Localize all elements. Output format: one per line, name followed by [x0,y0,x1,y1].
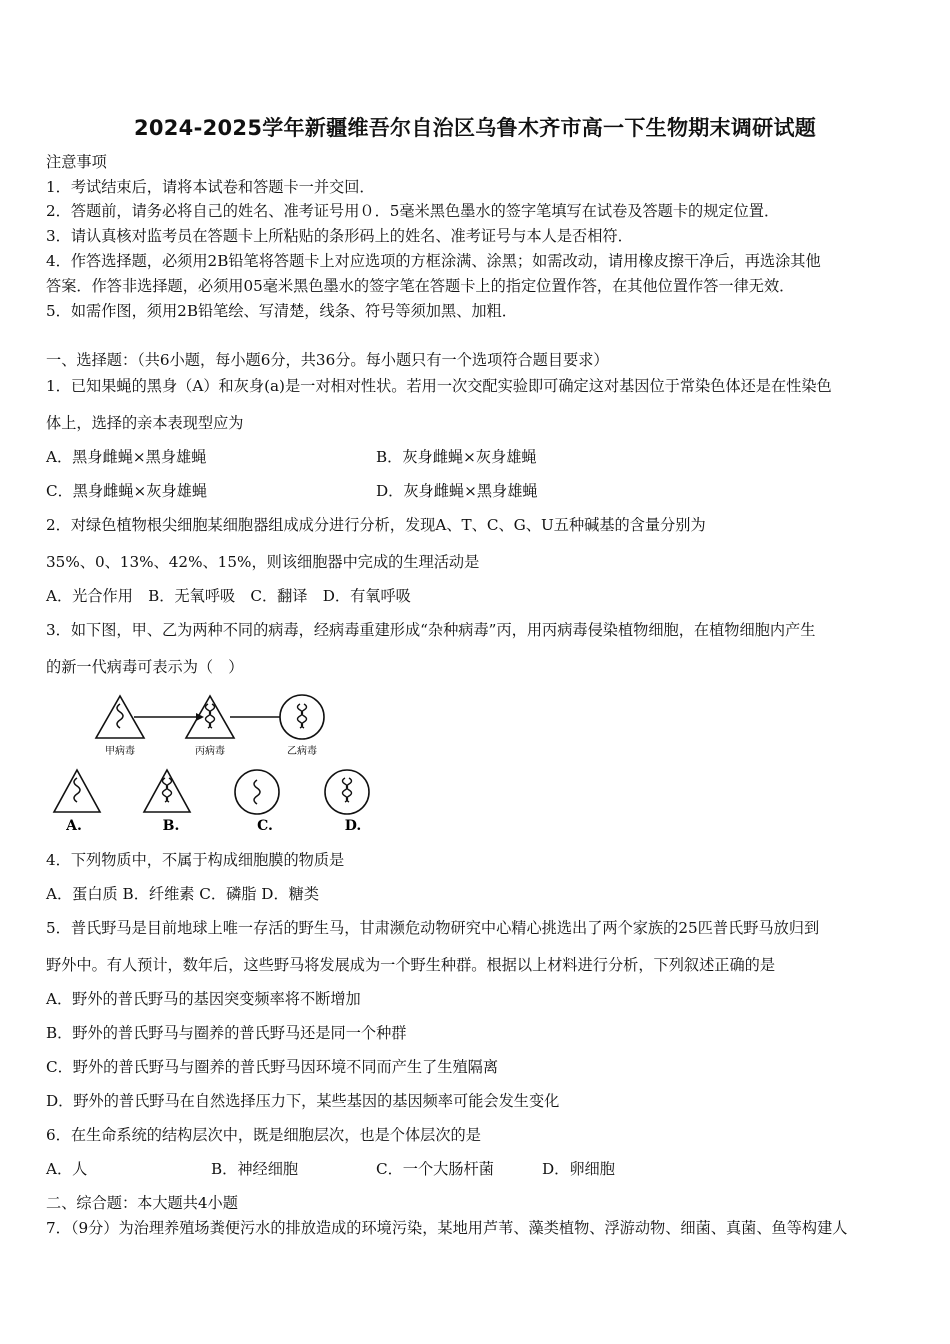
question-1-option-a: A．黑身雌蝇×黑身雄蝇 [46,448,207,466]
notes-item: 答案．作答非选择题，必须用05毫米黑色墨水的签字笔在答题卡上的指定位置作答，在其他位置作答一律无效． [46,277,795,295]
question-1-option-c: C．黑身雌蝇×灰身雄蝇 [46,482,208,500]
question-3-stem: 3．如下图，甲、乙为两种不同的病毒，经病毒重建形成“杂种病毒”丙，用丙病毒侵染植物细胞，在植物细胞内产生 [46,621,816,639]
virus-figure [40,688,400,838]
section-heading-comprehensive: 二、综合题：本大题共4小题 [46,1194,238,1212]
label-yi: 乙病毒 [287,746,317,757]
question-6-option-a: A．人 [46,1160,88,1178]
question-2-stem: 2．对绿色植物根尖细胞某细胞器组成成分进行分析，发现A、T、C、G、U五种碱基的含量分别为 [46,516,706,534]
notes-item: 1．考试结束后，请将本试卷和答题卡一并交回． [46,178,375,196]
option-d-virus-icon [325,770,369,814]
question-1-option-b: B．灰身雌蝇×灰身雄蝇 [376,448,537,466]
question-5-option-b: B．野外的普氏野马与圈养的普氏野马还是同一个种群 [46,1024,407,1042]
question-6-stem: 6．在生命系统的结构层次中，既是细胞层次，也是个体层次的是 [46,1126,481,1144]
option-b-virus-icon [144,770,190,812]
question-5-stem: 5．普氏野马是目前地球上唯一存活的野生马，甘肃濒危动物研究中心精心挑选出了两个家族的25匹普氏野马放归到 [46,919,820,937]
notes-item: 4．作答选择题，必须用2B铅笔将答题卡上对应选项的方框涂满、涂黑；如需改动，请用橡皮擦干净后，再选涂其他 [46,252,821,270]
notes-item: 3．请认真核对监考员在答题卡上所粘贴的条形码上的姓名、准考证号与本人是否相符． [46,227,633,245]
question-5-option-c: C．野外的普氏野马与圈养的普氏野马因环境不同而产生了生殖隔离 [46,1058,499,1076]
option-c-virus-icon [235,770,279,814]
notes-heading: 注意事项 [46,153,107,171]
fig-option-b: B. [162,818,180,834]
notes-item: 5．如需作图，须用2B铅笔绘、写清楚，线条、符号等须加黑、加粗． [46,302,517,320]
label-bing: 丙病毒 [195,746,225,757]
fig-option-c: C. [257,818,273,834]
question-3-stem-cont: 的新一代病毒可表示为（ ） [46,658,244,676]
question-6-option-d: D．卵细胞 [542,1160,615,1178]
question-1-stem-cont: 体上，选择的亲本表现型应为 [46,414,244,432]
question-2-options: A．光合作用 B．无氧呼吸 C．翻译 D．有氧呼吸 [46,587,411,605]
fig-option-a: A. [66,818,82,834]
question-5-option-a: A．野外的普氏野马的基因突变频率将不断增加 [46,990,361,1008]
question-4-stem: 4．下列物质中，不属于构成细胞膜的物质是 [46,851,345,869]
question-1-stem: 1．已知果蝇的黑身（A）和灰身(a)是一对相对性状。若用一次交配实验即可确定这对基因位于常染色体还是在性染色 [46,377,832,395]
fig-option-d: D. [344,818,362,834]
question-6-option-c: C．一个大肠杆菌 [376,1160,494,1178]
notes-item: 2．答题前，请务必将自己的姓名、准考证号用０．5毫米黑色墨水的签字笔填写在试卷及答题卡的规定位置． [46,202,780,220]
question-5-option-d: D．野外的普氏野马在自然选择压力下，某些基因的基因频率可能会发生变化 [46,1092,560,1110]
label-jia: 甲病毒 [105,746,135,757]
question-5-stem-cont: 野外中。有人预计，数年后，这些野马将发展成为一个野生种群。根据以上材料进行分析，下列叙述正确的是 [46,956,775,974]
virus-yi-icon [280,695,324,739]
question-4-options: A．蛋白质 B．纤维素 C．磷脂 D．糖类 [46,885,320,903]
question-6-option-b: B．神经细胞 [211,1160,299,1178]
option-a-virus-icon [54,770,100,812]
section-heading-choice: 一、选择题：（共6小题，每小题6分，共36分。每小题只有一个选项符合题目要求） [46,351,609,369]
page-title: 2024-2025学年新疆维吾尔自治区乌鲁木齐市高一下生物期末调研试题 [133,116,817,140]
question-2-stem-cont: 35%、0、13%、42%、15%，则该细胞器中完成的生理活动是 [46,553,480,571]
question-7-stem: 7．（9分）为治理养殖场粪便污水的排放造成的环境污染，某地用芦苇、藻类植物、浮游动物、细菌、真菌、鱼等构建人 [46,1219,848,1237]
question-1-option-d: D．灰身雌蝇×黑身雄蝇 [376,482,538,500]
